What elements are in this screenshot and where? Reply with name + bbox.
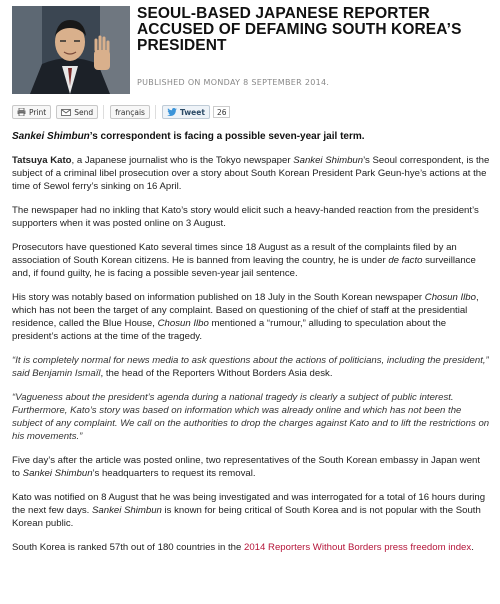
toolbar-divider <box>103 105 104 119</box>
paragraph-5-newspaper: Sankei Shimbun <box>22 468 93 479</box>
article-header <box>12 6 492 94</box>
paragraph-5-text-a: Five day’s after the article was posted online, two representatives of the South Korean embassy in Japan went to <box>12 455 481 479</box>
reporter-name: Tatsuya Kato <box>12 155 72 166</box>
paragraph-1-newspaper: Sankei Shimbun <box>293 155 364 166</box>
paragraph-6-text-b: is known for being critical of South Korea and is not popular with the South Korean public. <box>12 505 481 529</box>
publication-date: PUBLISHED ON MONDAY 8 SEPTEMBER 2014. <box>137 78 330 87</box>
article-body <box>12 130 490 565</box>
paragraph-2: The newspaper had no inkling that Kato’s story would elicit such a heavy-handed reaction from the president’s supporters when it was posted online on 3 August. <box>12 205 479 229</box>
lead-text: ’s correspondent is facing a possible seven-year jail term. <box>89 131 365 142</box>
paragraph-4 <box>12 291 490 343</box>
send-button[interactable] <box>56 105 98 119</box>
language-switch-link[interactable]: français <box>110 105 150 119</box>
reporter-photo <box>12 6 130 94</box>
printer-icon <box>17 108 26 116</box>
tweet-label: Tweet <box>179 107 205 117</box>
reporter-photo-illustration <box>12 6 130 94</box>
paragraph-3-emphasis: de facto <box>388 255 423 266</box>
toolbar-divider <box>155 105 156 119</box>
twitter-bird-icon <box>167 108 177 116</box>
paragraph-3 <box>12 241 490 280</box>
envelope-icon <box>61 109 71 116</box>
article-headline: SEOUL-BASED JAPANESE REPORTER ACCUSED OF DEFAMING SOUTH KOREA’S PRESIDENT <box>137 5 462 54</box>
tweet-button[interactable] <box>162 105 210 119</box>
quote-1 <box>12 354 490 380</box>
paragraph-5-text-b: ’s headquarters to request its removal. <box>92 468 256 479</box>
quote-2: “Vagueness about the president’s agenda during a national tragedy is clearly a subject of public interest. Furthermore, Kato’s story was based on information which was already online and which has not been the subject of any complaint. We call on the authorities to drop the charges against Kato and to lift the restrictions on his movements.” <box>12 392 490 442</box>
lead-newspaper-name: Sankei Shimbun <box>12 131 90 142</box>
send-label: Send <box>74 107 94 117</box>
paragraph-7 <box>12 541 490 554</box>
paragraph-5 <box>12 454 490 480</box>
paragraph-4-text-b: , which has not been the target of any complaint. Based on questioning of the chief of staff at the presidential residence, called the Blue House, <box>12 292 479 329</box>
paragraph-6-text-a: Kato was notified on 8 August that he was being investigated and was interrogated for a total of 16 hours during the next few days. <box>12 492 486 516</box>
article-lead <box>12 130 490 143</box>
paragraph-4-text-a: His story was notably based on information published on 18 July in the South Korean newspaper <box>12 292 425 303</box>
paragraph-1-text-b: ’s Seoul correspondent, is the subject of a criminal libel prosecution over a story about South Korean President Park Geun-hye’s actions at the time of Sewol ferry’s sinking on 16 April. <box>12 155 490 192</box>
share-toolbar <box>12 104 230 120</box>
paragraph-6 <box>12 491 490 530</box>
print-button[interactable] <box>12 105 51 119</box>
paragraph-1 <box>12 154 490 193</box>
print-label: Print <box>29 107 47 117</box>
paragraph-7-text-b: . <box>471 542 474 553</box>
press-freedom-index-link[interactable]: 2014 Reporters Without Borders press freedom index <box>244 542 472 553</box>
tweet-count-badge: 26 <box>213 106 231 118</box>
quote-1-attribution: , the head of the Reporters Without Borders Asia desk. <box>100 368 333 379</box>
paragraph-3-text-b: surveillance and, if found guilty, he is facing a possible seven-year jail sentence. <box>12 255 476 279</box>
paragraph-4-text-c: mentioned a “rumour,” alluding to speculation about the president’s actions at the time of the tragedy. <box>12 318 447 342</box>
paragraph-1-text-a: , a Japanese journalist who is the Tokyo newspaper <box>71 155 294 166</box>
paragraph-6-newspaper: Sankei Shimbun <box>92 505 162 516</box>
paragraph-4-newspaper-a: Chosun Ilbo <box>424 292 476 303</box>
paragraph-4-newspaper-b: Chosun Ilbo <box>157 318 209 329</box>
paragraph-7-text-a: South Korea is ranked 57th out of 180 countries in the <box>12 542 245 553</box>
quote-1-text: “It is completely normal for news media to ask questions about the actions of politicians, including the president,” said Benjamin Ismaïl <box>12 355 489 379</box>
paragraph-3-text-a: Prosecutors have questioned Kato several times since 18 August as a result of the complaints filed by an association of South Korean citizens. He is banned from leaving the country, he is under <box>12 242 457 266</box>
